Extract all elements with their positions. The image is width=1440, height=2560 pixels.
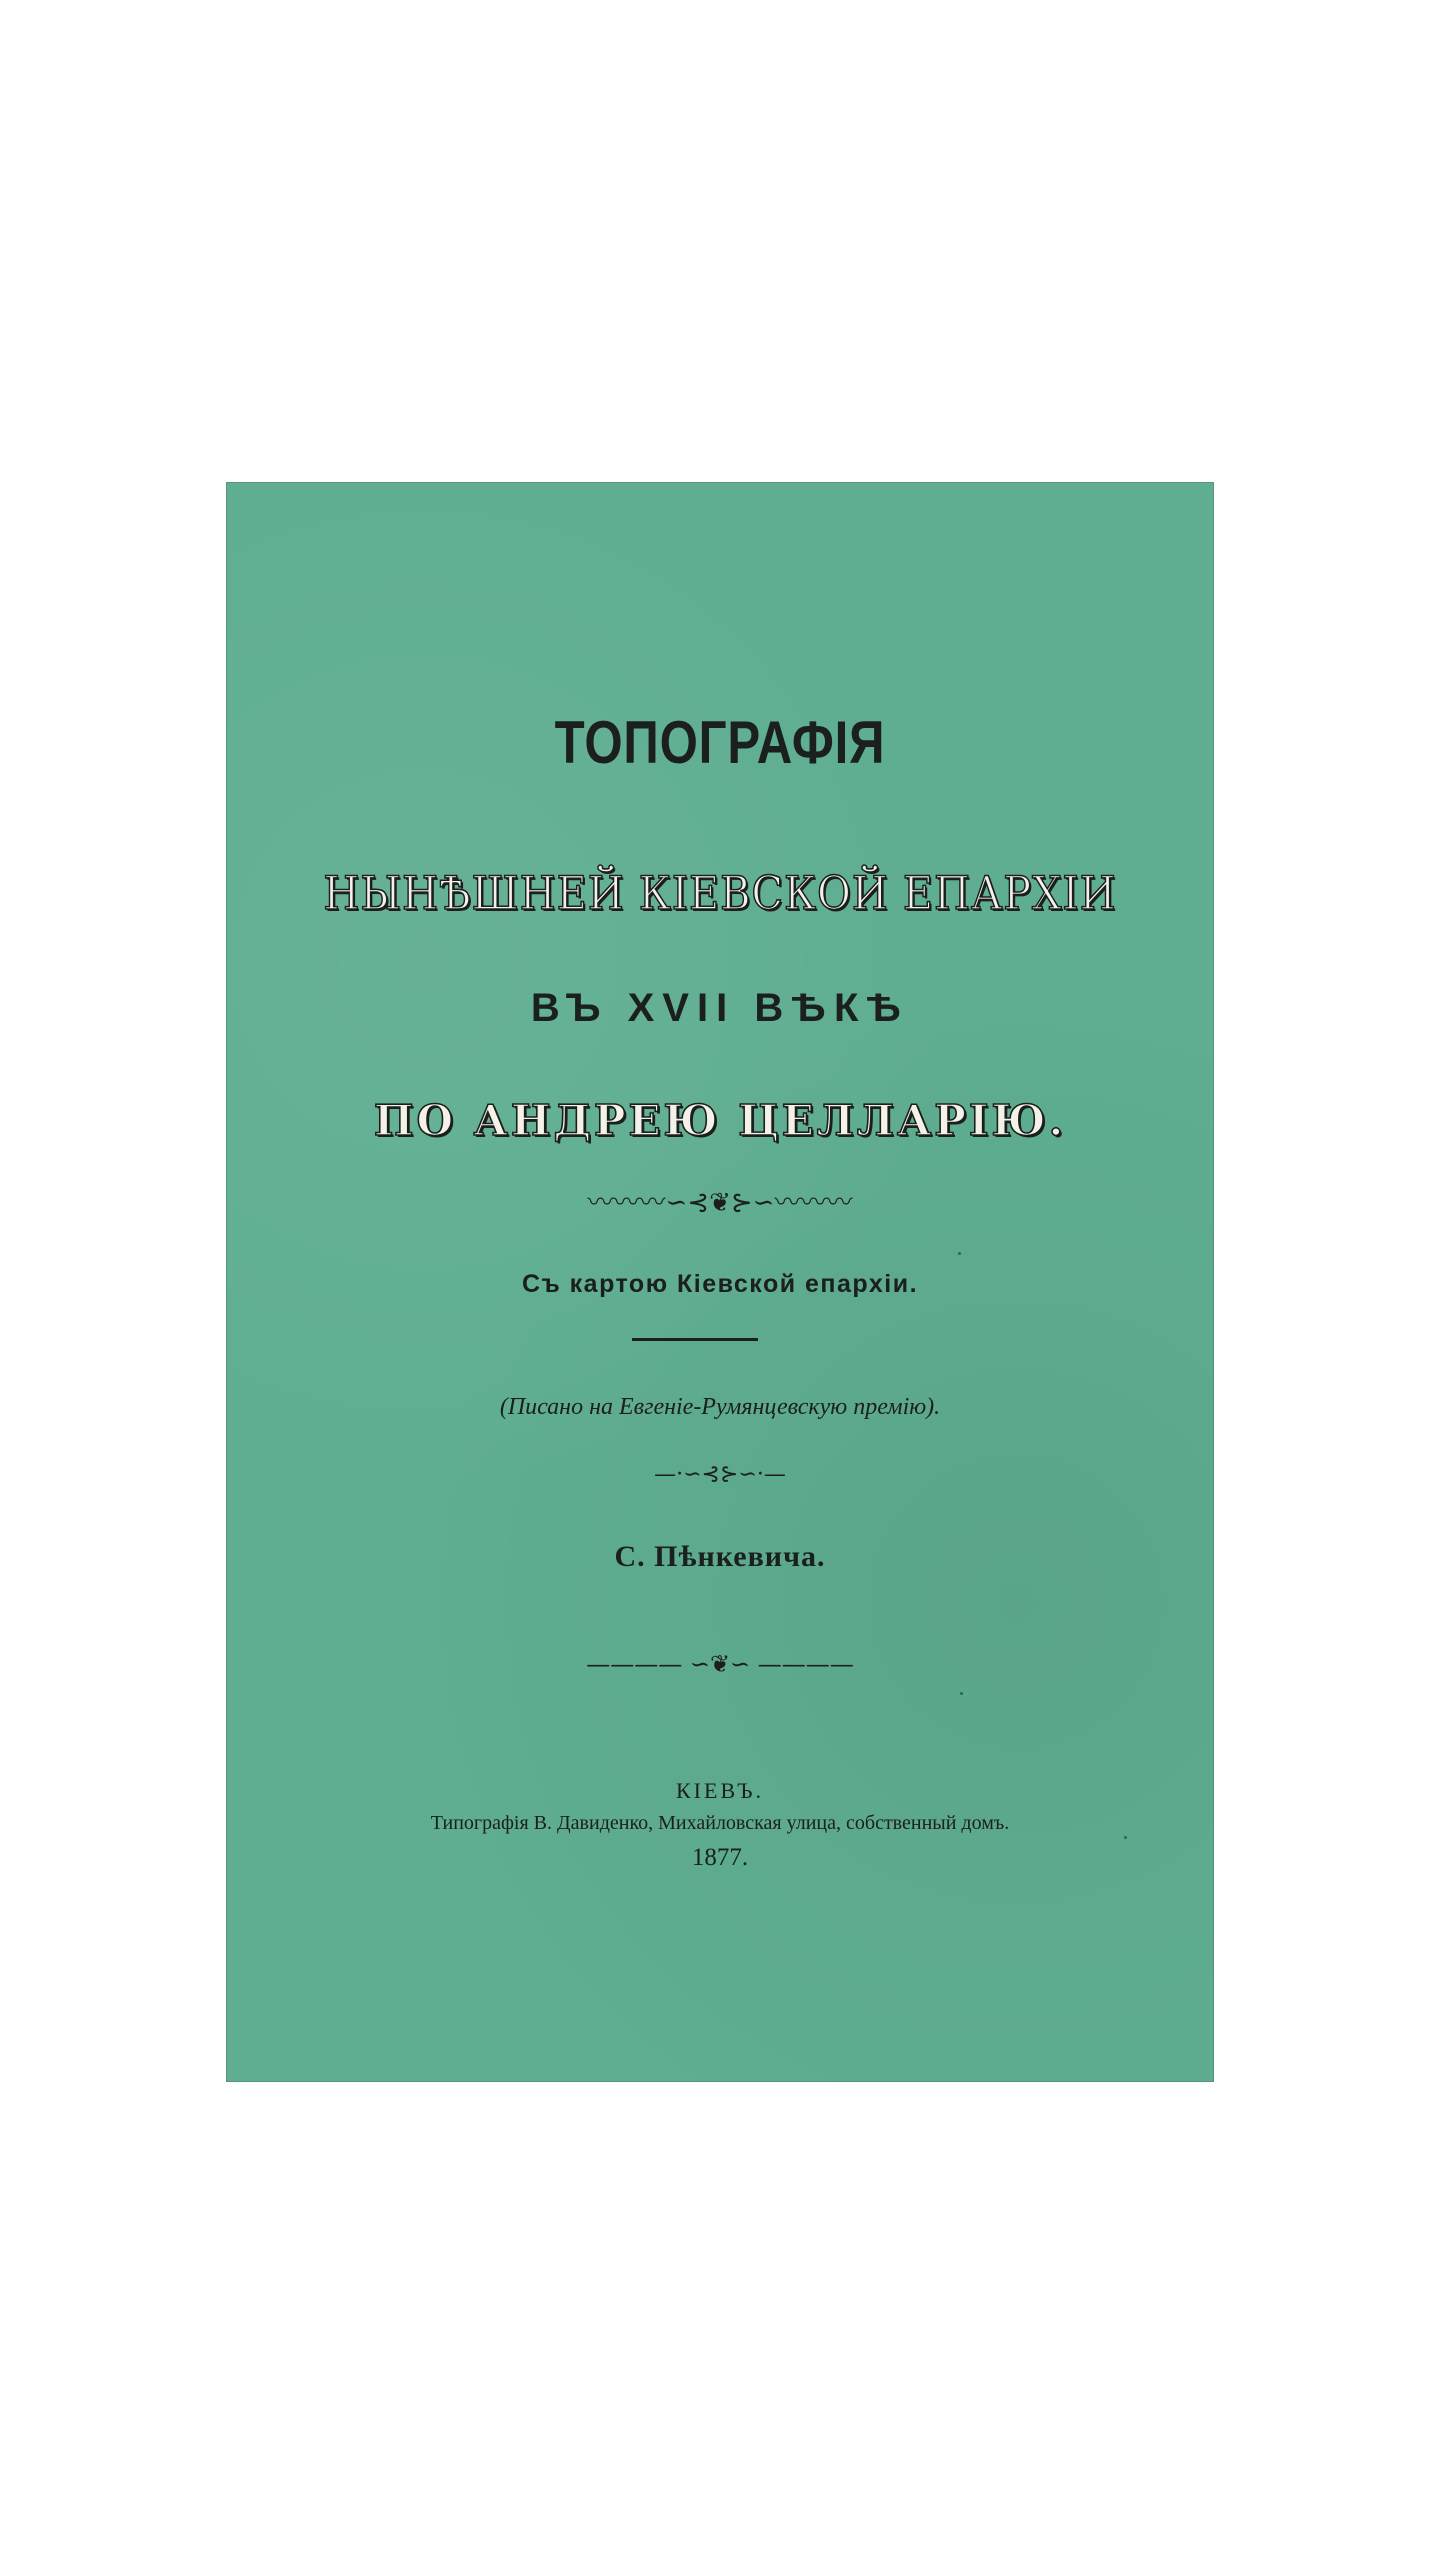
cover-subtitle-line2: ВЪ XVII ВѢКѢ — [530, 986, 910, 1030]
paper-speck — [960, 1692, 963, 1695]
author-name: С. Пѣнкевича. — [614, 1540, 826, 1573]
imprint-city: КІЕВЪ. — [676, 1778, 764, 1803]
ornament-divider-bottom: ———— ∽❦∽ ———— — [586, 1650, 854, 1678]
short-rule-divider — [632, 1338, 758, 1341]
book-cover — [226, 482, 1214, 2082]
paper-speck — [958, 1252, 961, 1255]
paper-speck — [1124, 1836, 1127, 1839]
imprint-publisher: Типографія В. Давиденко, Михайловская улица, собственный домъ. — [430, 1812, 1010, 1834]
cover-subtitle-line3: ПО АНДРЕЮ ЦЕЛЛАРІЮ. — [373, 1096, 1067, 1145]
imprint-year: 1877. — [691, 1844, 749, 1871]
cover-subtitle-line1: НЫНѢШНЕЙ КІЕВСКОЙ ЕПАРХІИ — [323, 866, 1117, 920]
cover-title: ТОПОГРАФІЯ — [554, 709, 886, 776]
prize-note: (Писано на Евгеніе-Румянцевскую премію). — [499, 1394, 941, 1420]
map-note: Съ картою Кіевской епархіи. — [521, 1270, 919, 1298]
ornament-divider-top: 〰〰〰∽⊰❦⊱∽〰〰〰 — [587, 1188, 853, 1218]
ornament-divider-middle: —·∽⊰⊱∽·— — [654, 1462, 786, 1487]
